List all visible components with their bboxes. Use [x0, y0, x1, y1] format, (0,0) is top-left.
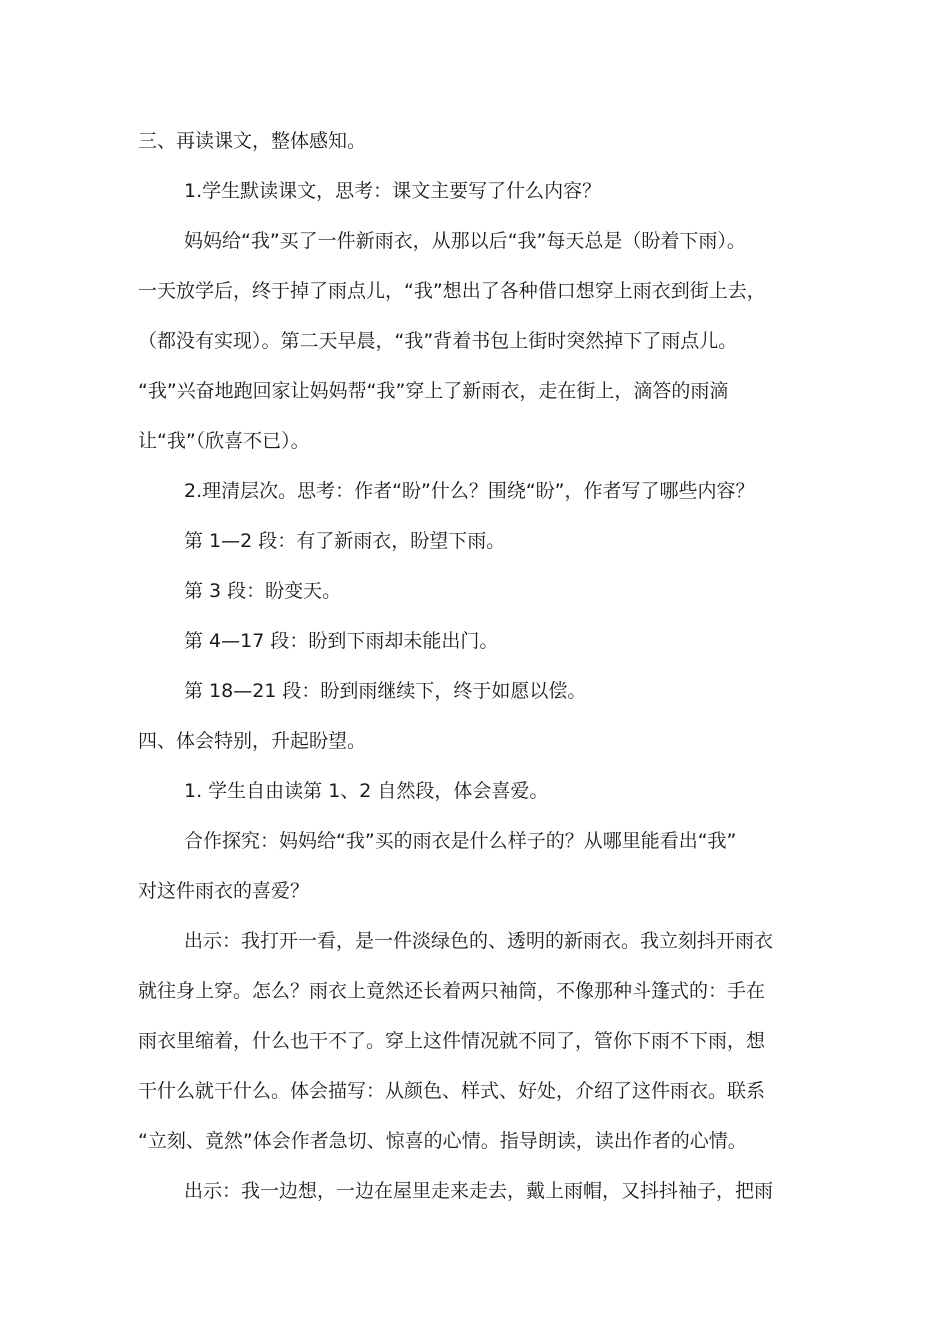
paragraph-line: 妈妈给“我”买了一件新雨衣，从那以后“我”每天总是（盼着下雨）。: [184, 230, 746, 252]
paragraph-line: 出示：我打开一看，是一件淡绿色的、透明的新雨衣。我立刻抖开雨衣: [184, 930, 774, 952]
numbered-item: 1. 学生自由读第 1、2 自然段，体会喜爱。: [184, 780, 549, 802]
paragraph-line: 让“我”（欣喜不已）。: [138, 430, 310, 452]
paragraph-line: 雨衣里缩着，什么也干不了。穿上这件情况就不同了，管你下雨不下雨，想: [138, 1030, 766, 1052]
section-heading-3: 三、再读课文，整体感知。: [138, 130, 367, 152]
list-item: 第 3 段：盼变天。: [184, 580, 342, 602]
paragraph-line: 合作探究：妈妈给“我”买的雨衣是什么样子的？从哪里能看出“我”: [184, 830, 737, 852]
paragraph-line: 对这件雨衣的喜爱？: [138, 880, 310, 902]
list-item: 第 18—21 段：盼到雨继续下，终于如愿以偿。: [184, 680, 587, 702]
list-item: 第 1—2 段：有了新雨衣，盼望下雨。: [184, 530, 506, 552]
paragraph-line: “我”兴奋地跑回家让妈妈帮“我”穿上了新雨衣，走在街上，滴答的雨滴: [138, 380, 729, 402]
paragraph-line: 干什么就干什么。体会描写：从颜色、样式、好处，介绍了这件雨衣。联系: [138, 1080, 766, 1102]
paragraph-line: 就往身上穿。怎么？雨衣上竟然还长着两只袖筒，不像那种斗篷式的：手在: [138, 980, 766, 1002]
paragraph-line: “立刻、竟然”体会作者急切、惊喜的心情。指导朗读，读出作者的心情。: [138, 1130, 747, 1152]
question-2: 2.理清层次。思考：作者“盼”什么？围绕“盼”，作者写了哪些内容？: [184, 480, 755, 502]
section-heading-4: 四、体会特别，升起盼望。: [138, 730, 367, 752]
paragraph-line: 出示：我一边想，一边在屋里走来走去，戴上雨帽，又抖抖袖子，把雨: [184, 1180, 774, 1202]
list-item: 第 4—17 段：盼到下雨却未能出门。: [184, 630, 499, 652]
paragraph-line: 一天放学后，终于掉了雨点儿，“我”想出了各种借口想穿上雨衣到街上去，: [138, 280, 766, 302]
paragraph-line: （都没有实现）。第二天早晨，“我”背着书包上街时突然掉下了雨点儿。: [138, 330, 738, 352]
question-1: 1.学生默读课文，思考：课文主要写了什么内容？: [184, 180, 602, 202]
